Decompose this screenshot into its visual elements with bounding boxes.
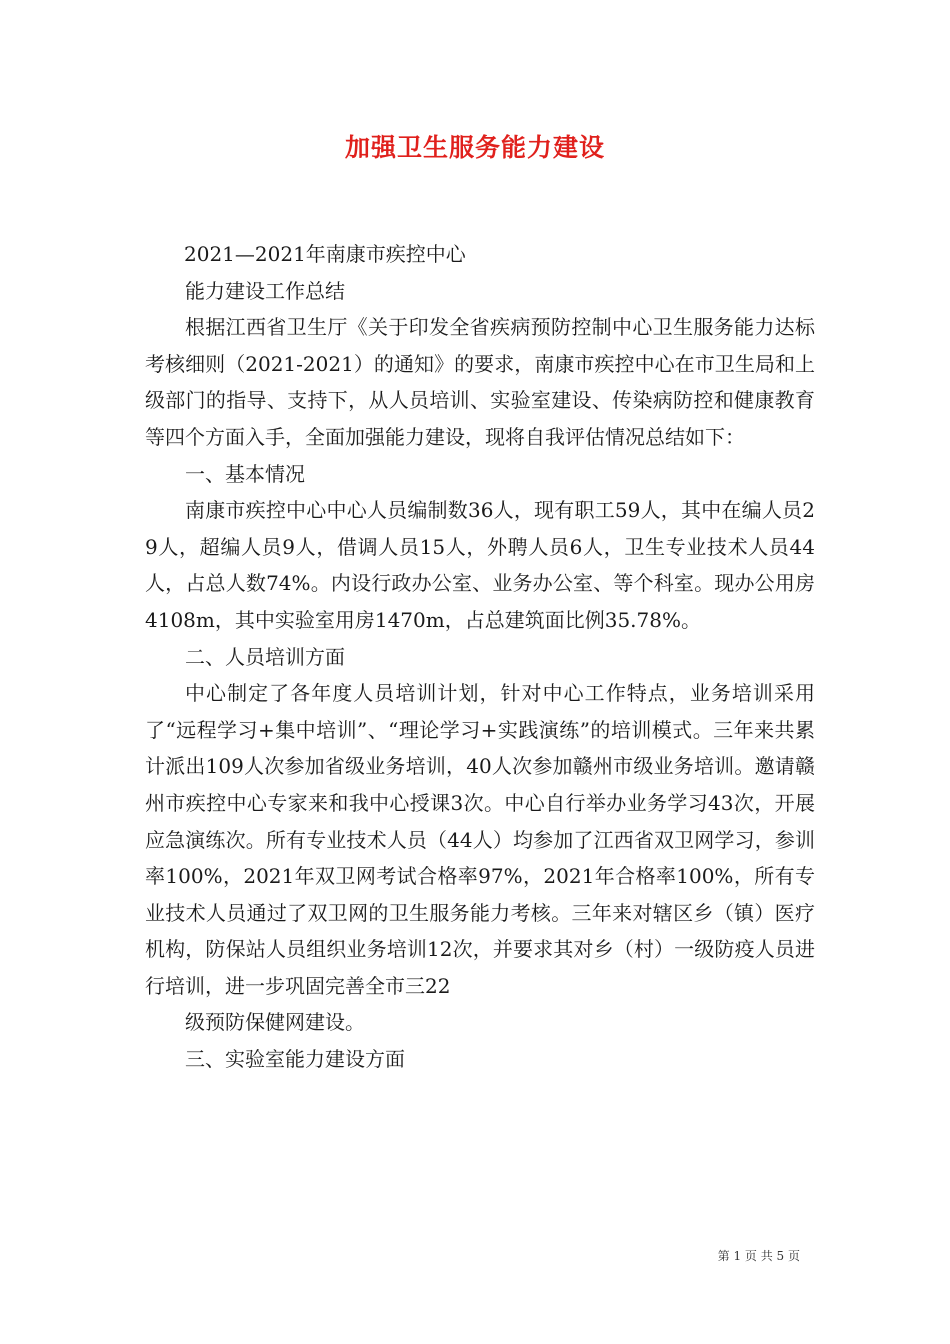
document-body: [145, 236, 815, 1078]
document-title: 加强卫生服务能力建设: [344, 133, 605, 162]
section-heading-basic: 一、基本情况: [185, 461, 305, 486]
page-number: 第 1 页 共 5 页: [717, 1249, 800, 1263]
paragraph-training-cont: 级预防保健网建设。: [185, 1010, 365, 1035]
paragraph-heading-year: 2021—2021年南康市疾控中心: [184, 242, 466, 266]
paragraph-training: 中心制定了各年度人员培训计划，针对中心工作特点，业务培训采用了“远程学习+集中培训”、“理论学习+实践演练”的培训模式。三年来共累计派出109人次参加省级业务培训，40人次参加赣州市级业务培训。邀请赣州市疾控中心专家来和我中心授课3次。中心自行举办业务学习43次，开展应急演练次。所有专业技术人员（44人）均参加了江西省双卫网学习，参训率100%，2021年双卫网考试合格率97%，2021年合格率100%，所有专业技术人员通过了双卫网的卫生服务能力考核。三年来对辖区乡（镇）医疗机构，防保站人员组织业务培训12次，并要求其对乡（村）一级防疫人员进行培训，进一步巩固完善全市三22: [145, 681, 815, 998]
section-heading-lab: 三、实验室能力建设方面: [185, 1047, 405, 1072]
paragraph-basic: 南康市疾控中心中心人员编制数36人，现有职工59人，其中在编人员29人，超编人员9人，借调人员15人，外聘人员6人，卫生专业技术人员44人，占总人数74%。内设行政办公室、业务办公室、等个科室。现办公用房4108m，其中实验室用房1470m，占总建筑面比例35.78%。: [145, 498, 815, 632]
paragraph-intro: 根据江西省卫生厅《关于印发全省疾病预防控制中心卫生服务能力达标考核细则（2021-2021）的通知》的要求，南康市疾控中心在市卫生局和上级部门的指导、支持下，从人员培训、实验室建设、传染病防控和健康教育等四个方面入手，全面加强能力建设，现将自我评估情况总结如下：: [145, 315, 815, 449]
section-heading-training: 二、人员培训方面: [185, 644, 345, 669]
paragraph-heading-summary: 能力建设工作总结: [185, 278, 345, 303]
